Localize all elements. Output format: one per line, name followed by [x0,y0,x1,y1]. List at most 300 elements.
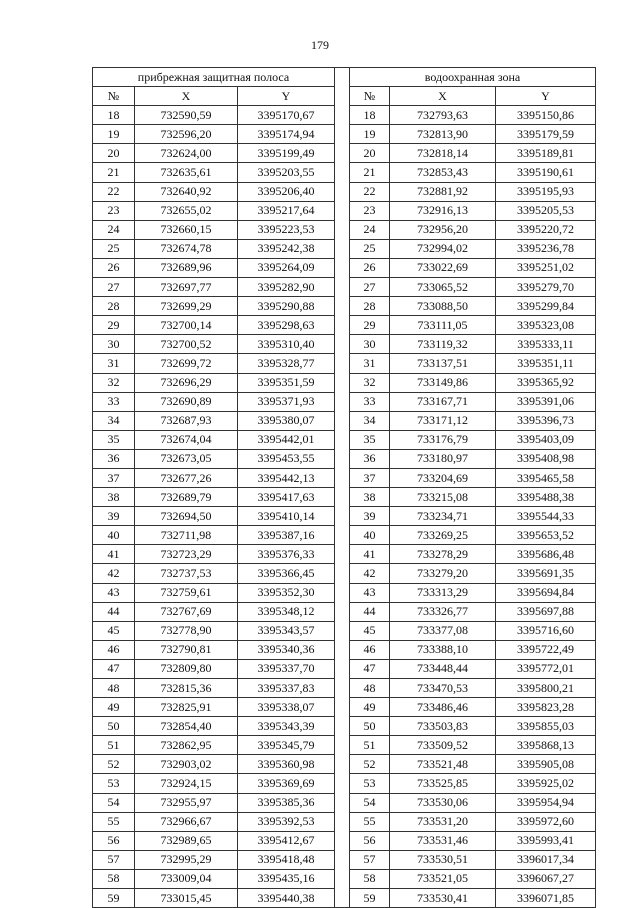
right-y-cell: 3395772,01 [496,659,596,678]
left-num-cell: 28 [93,297,135,316]
table-row [93,869,596,888]
right-x-cell: 733530,51 [390,850,496,869]
left-y-cell: 3395417,63 [238,488,335,507]
right-y-cell: 3396071,85 [496,889,596,908]
right-x-cell: 733204,69 [390,468,496,487]
right-y-cell: 3395195,93 [496,182,596,201]
right-x-cell: 733022,69 [390,258,496,277]
right-y-cell: 3395391,06 [496,392,596,411]
table-row [93,144,596,163]
left-num-cell: 18 [93,106,135,125]
left-y-cell: 3395170,67 [238,106,335,125]
right-num-cell: 34 [350,411,390,430]
column-gap [335,201,350,220]
left-num-cell: 31 [93,354,135,373]
right-x-cell: 733278,29 [390,545,496,564]
table-row [93,659,596,678]
left-x-cell: 732759,61 [135,583,238,602]
left-num-cell: 32 [93,373,135,392]
left-y-cell: 3395410,14 [238,507,335,526]
column-gap [335,602,350,621]
right-x-cell: 733088,50 [390,297,496,316]
left-x-cell: 732700,52 [135,335,238,354]
right-x-cell: 733171,12 [390,411,496,430]
right-num-cell: 26 [350,258,390,277]
right-y-cell: 3395855,03 [496,717,596,736]
table-row [93,755,596,774]
right-x-cell: 733521,48 [390,755,496,774]
right-num-cell: 58 [350,869,390,888]
left-x-cell: 732995,29 [135,850,238,869]
right-y-cell: 3395800,21 [496,679,596,698]
left-x-cell: 732689,96 [135,258,238,277]
left-y-cell: 3395442,01 [238,430,335,449]
right-x-cell: 733313,29 [390,583,496,602]
table-row [93,545,596,564]
left-y-cell: 3395352,30 [238,583,335,602]
right-num-cell: 27 [350,278,390,297]
left-num-cell: 55 [93,812,135,831]
left-num-cell: 57 [93,850,135,869]
table-row [93,850,596,869]
left-y-cell: 3395264,09 [238,258,335,277]
column-gap [335,87,350,106]
right-num-cell: 29 [350,316,390,335]
left-num-cell: 39 [93,507,135,526]
column-gap [335,468,350,487]
right-y-cell: 3395189,81 [496,144,596,163]
right-num-cell: 25 [350,239,390,258]
right-x-cell: 733137,51 [390,354,496,373]
left-num-cell: 37 [93,468,135,487]
table-row [93,526,596,545]
table-row [93,736,596,755]
left-y-cell: 3395203,55 [238,163,335,182]
left-num-cell: 46 [93,640,135,659]
left-x-cell: 732640,92 [135,182,238,201]
right-num-cell: 59 [350,889,390,908]
right-num-cell: 40 [350,526,390,545]
right-x-cell: 732881,92 [390,182,496,201]
left-x-cell: 732825,91 [135,698,238,717]
left-x-cell: 732737,53 [135,564,238,583]
right-num-cell: 37 [350,468,390,487]
left-x-cell: 732624,00 [135,144,238,163]
right-y-cell: 3395716,60 [496,621,596,640]
left-num-cell: 35 [93,430,135,449]
right-num-cell: 28 [350,297,390,316]
left-x-cell: 732689,79 [135,488,238,507]
right-num-cell: 46 [350,640,390,659]
table-row [93,354,596,373]
table-row [93,411,596,430]
right-num-cell: 30 [350,335,390,354]
right-y-cell: 3396017,34 [496,850,596,869]
right-x-cell: 733531,46 [390,831,496,850]
column-gap [335,144,350,163]
right-y-cell: 3395299,84 [496,297,596,316]
left-y-cell: 3395351,59 [238,373,335,392]
table-row [93,392,596,411]
left-num-cell: 27 [93,278,135,297]
left-num-cell: 38 [93,488,135,507]
right-x-cell: 733269,25 [390,526,496,545]
left-y-cell: 3395360,98 [238,755,335,774]
table-row [93,774,596,793]
right-num-cell: 41 [350,545,390,564]
column-gap [335,430,350,449]
table-row [93,468,596,487]
column-gap [335,755,350,774]
right-x-cell: 732813,90 [390,125,496,144]
right-x-cell: 733388,10 [390,640,496,659]
right-num-cell: 55 [350,812,390,831]
column-gap [335,869,350,888]
column-gap [335,220,350,239]
right-num-cell: 39 [350,507,390,526]
left-group-header: прибрежная защитная полоса [93,68,335,87]
column-gap [335,316,350,335]
right-y-cell: 3395408,98 [496,449,596,468]
right-num-cell: 43 [350,583,390,602]
left-num-cell: 36 [93,449,135,468]
table-row [93,640,596,659]
column-gap [335,449,350,468]
table-row [93,831,596,850]
column-gap [335,583,350,602]
right-x-cell: 732818,14 [390,144,496,163]
left-y-cell: 3395242,38 [238,239,335,258]
left-y-cell: 3395380,07 [238,411,335,430]
column-gap [335,774,350,793]
left-x-cell: 732903,02 [135,755,238,774]
right-y-cell: 3395691,35 [496,564,596,583]
right-num-cell: 33 [350,392,390,411]
left-num-cell: 40 [93,526,135,545]
left-x-cell: 732596,20 [135,125,238,144]
left-x-cell: 732697,77 [135,278,238,297]
left-y-cell: 3395206,40 [238,182,335,201]
left-x-cell: 732699,72 [135,354,238,373]
left-y-cell: 3395412,67 [238,831,335,850]
left-num-cell: 19 [93,125,135,144]
left-y-cell: 3395310,40 [238,335,335,354]
left-x-header: X [135,87,238,106]
column-gap [335,640,350,659]
column-gap [335,258,350,277]
right-num-cell: 32 [350,373,390,392]
left-x-cell: 733015,45 [135,889,238,908]
right-num-cell: 56 [350,831,390,850]
left-num-cell: 41 [93,545,135,564]
right-y-cell: 3395697,88 [496,602,596,621]
left-num-cell: 22 [93,182,135,201]
column-gap [335,679,350,698]
right-x-cell: 733377,08 [390,621,496,640]
left-num-cell: 49 [93,698,135,717]
left-num-cell: 24 [93,220,135,239]
right-y-cell: 3395323,08 [496,316,596,335]
right-num-cell: 22 [350,182,390,201]
right-num-cell: 48 [350,679,390,698]
right-y-cell: 3395465,58 [496,468,596,487]
right-y-cell: 3395251,02 [496,258,596,277]
table-row [93,564,596,583]
right-y-cell: 3395333,11 [496,335,596,354]
left-x-cell: 732989,65 [135,831,238,850]
left-x-cell: 732660,15 [135,220,238,239]
right-x-cell: 733326,77 [390,602,496,621]
left-num-cell: 44 [93,602,135,621]
right-x-cell: 733521,05 [390,869,496,888]
left-num-cell: 43 [93,583,135,602]
right-y-cell: 3395488,38 [496,488,596,507]
left-x-cell: 732696,29 [135,373,238,392]
left-y-cell: 3395199,49 [238,144,335,163]
column-gap [335,278,350,297]
table-row [93,583,596,602]
left-x-cell: 732854,40 [135,717,238,736]
right-num-cell: 18 [350,106,390,125]
right-x-cell: 733215,08 [390,488,496,507]
right-num-header: № [350,87,390,106]
left-num-cell: 51 [93,736,135,755]
right-y-cell: 3395544,33 [496,507,596,526]
left-y-cell: 3395217,64 [238,201,335,220]
left-x-cell: 732690,89 [135,392,238,411]
column-gap [335,850,350,869]
left-x-cell: 732767,69 [135,602,238,621]
column-gap [335,717,350,736]
left-num-cell: 54 [93,793,135,812]
left-y-cell: 3395328,77 [238,354,335,373]
right-num-cell: 52 [350,755,390,774]
right-num-cell: 51 [350,736,390,755]
left-num-cell: 30 [93,335,135,354]
left-num-cell: 26 [93,258,135,277]
left-y-cell: 3395290,88 [238,297,335,316]
left-y-cell: 3395442,13 [238,468,335,487]
left-x-cell: 732673,05 [135,449,238,468]
right-y-cell: 3395686,48 [496,545,596,564]
right-x-cell: 732994,02 [390,239,496,258]
table-row [93,125,596,144]
left-x-cell: 732674,04 [135,430,238,449]
column-gap [335,297,350,316]
column-gap [335,564,350,583]
table-row [93,717,596,736]
right-num-cell: 47 [350,659,390,678]
column-gap [335,488,350,507]
table-row [93,507,596,526]
right-y-cell: 3395993,41 [496,831,596,850]
right-x-cell: 732793,63 [390,106,496,125]
right-group-header: водоохранная зона [350,68,596,87]
left-x-cell: 732699,29 [135,297,238,316]
right-x-cell: 733530,06 [390,793,496,812]
left-num-cell: 59 [93,889,135,908]
column-gap [335,411,350,430]
coordinates-table [92,67,596,908]
right-y-cell: 3395220,72 [496,220,596,239]
right-num-cell: 50 [350,717,390,736]
left-y-header: Y [238,87,335,106]
table-row [93,220,596,239]
right-num-cell: 42 [350,564,390,583]
right-x-cell: 733448,44 [390,659,496,678]
left-x-cell: 732955,97 [135,793,238,812]
right-num-cell: 35 [350,430,390,449]
table-row [93,430,596,449]
right-x-cell: 733525,85 [390,774,496,793]
right-y-cell: 3395972,60 [496,812,596,831]
left-y-cell: 3395345,79 [238,736,335,755]
left-x-cell: 732700,14 [135,316,238,335]
right-y-cell: 3395694,84 [496,583,596,602]
left-y-cell: 3395298,63 [238,316,335,335]
right-x-cell: 733111,05 [390,316,496,335]
left-num-cell: 33 [93,392,135,411]
left-num-cell: 25 [93,239,135,258]
table-row [93,373,596,392]
column-gap [335,736,350,755]
right-y-cell: 3395179,59 [496,125,596,144]
table-row [93,793,596,812]
column-gap [335,659,350,678]
left-x-cell: 732790,81 [135,640,238,659]
right-y-cell: 3395868,13 [496,736,596,755]
column-gap [335,812,350,831]
column-gap [335,125,350,144]
left-y-cell: 3395392,53 [238,812,335,831]
left-y-cell: 3395366,45 [238,564,335,583]
left-num-header: № [93,87,135,106]
table-row [93,316,596,335]
left-y-cell: 3395387,16 [238,526,335,545]
left-y-cell: 3395418,48 [238,850,335,869]
right-x-cell: 733486,46 [390,698,496,717]
right-num-cell: 23 [350,201,390,220]
left-x-cell: 732924,15 [135,774,238,793]
column-gap [335,507,350,526]
left-num-cell: 45 [93,621,135,640]
right-x-cell: 733530,41 [390,889,496,908]
left-num-cell: 56 [93,831,135,850]
right-y-cell: 3395205,53 [496,201,596,220]
table-row [93,698,596,717]
group-header-row [93,68,596,87]
right-y-cell: 3395279,70 [496,278,596,297]
column-gap [335,335,350,354]
column-gap [335,182,350,201]
right-num-cell: 36 [350,449,390,468]
left-y-cell: 3395338,07 [238,698,335,717]
left-x-cell: 732815,36 [135,679,238,698]
left-y-cell: 3395453,55 [238,449,335,468]
right-num-cell: 49 [350,698,390,717]
right-x-cell: 732956,20 [390,220,496,239]
right-x-cell: 733509,52 [390,736,496,755]
right-y-header: Y [496,87,596,106]
right-x-cell: 732916,13 [390,201,496,220]
left-x-cell: 732711,98 [135,526,238,545]
left-y-cell: 3395369,69 [238,774,335,793]
left-y-cell: 3395348,12 [238,602,335,621]
left-y-cell: 3395282,90 [238,278,335,297]
left-x-cell: 732655,02 [135,201,238,220]
right-x-cell: 733065,52 [390,278,496,297]
left-x-cell: 732694,50 [135,507,238,526]
right-num-cell: 31 [350,354,390,373]
right-y-cell: 3395365,92 [496,373,596,392]
right-x-cell: 733180,97 [390,449,496,468]
left-num-cell: 42 [93,564,135,583]
left-y-cell: 3395435,16 [238,869,335,888]
left-num-cell: 58 [93,869,135,888]
left-x-cell: 732723,29 [135,545,238,564]
left-y-cell: 3395337,70 [238,659,335,678]
left-y-cell: 3395376,33 [238,545,335,564]
right-y-cell: 3395236,78 [496,239,596,258]
right-num-cell: 54 [350,793,390,812]
table-row [93,602,596,621]
table-row [93,182,596,201]
right-y-cell: 3395403,09 [496,430,596,449]
left-num-cell: 50 [93,717,135,736]
column-gap [335,163,350,182]
column-gap [335,68,350,87]
right-x-cell: 733503,83 [390,717,496,736]
left-num-cell: 23 [93,201,135,220]
right-num-cell: 57 [350,850,390,869]
left-num-cell: 47 [93,659,135,678]
table-row [93,258,596,277]
column-gap [335,106,350,125]
column-gap [335,621,350,640]
table-body [93,106,596,908]
table-row [93,335,596,354]
table-row [93,201,596,220]
left-x-cell: 732674,78 [135,239,238,258]
table-row [93,278,596,297]
left-num-cell: 29 [93,316,135,335]
right-num-cell: 45 [350,621,390,640]
right-y-cell: 3395954,94 [496,793,596,812]
table-row [93,488,596,507]
left-y-cell: 3395174,94 [238,125,335,144]
left-y-cell: 3395340,36 [238,640,335,659]
left-x-cell: 732809,80 [135,659,238,678]
left-num-cell: 34 [93,411,135,430]
table-row [93,621,596,640]
column-gap [335,793,350,812]
right-num-cell: 21 [350,163,390,182]
left-x-cell: 732590,59 [135,106,238,125]
right-x-cell: 733119,32 [390,335,496,354]
right-x-cell: 733470,53 [390,679,496,698]
left-y-cell: 3395371,93 [238,392,335,411]
column-gap [335,373,350,392]
right-x-cell: 733149,86 [390,373,496,392]
right-x-header: X [390,87,496,106]
left-x-cell: 732778,90 [135,621,238,640]
right-y-cell: 3395925,02 [496,774,596,793]
left-x-cell: 732677,26 [135,468,238,487]
table-row [93,239,596,258]
left-y-cell: 3395223,53 [238,220,335,239]
column-gap [335,526,350,545]
table-row [93,449,596,468]
